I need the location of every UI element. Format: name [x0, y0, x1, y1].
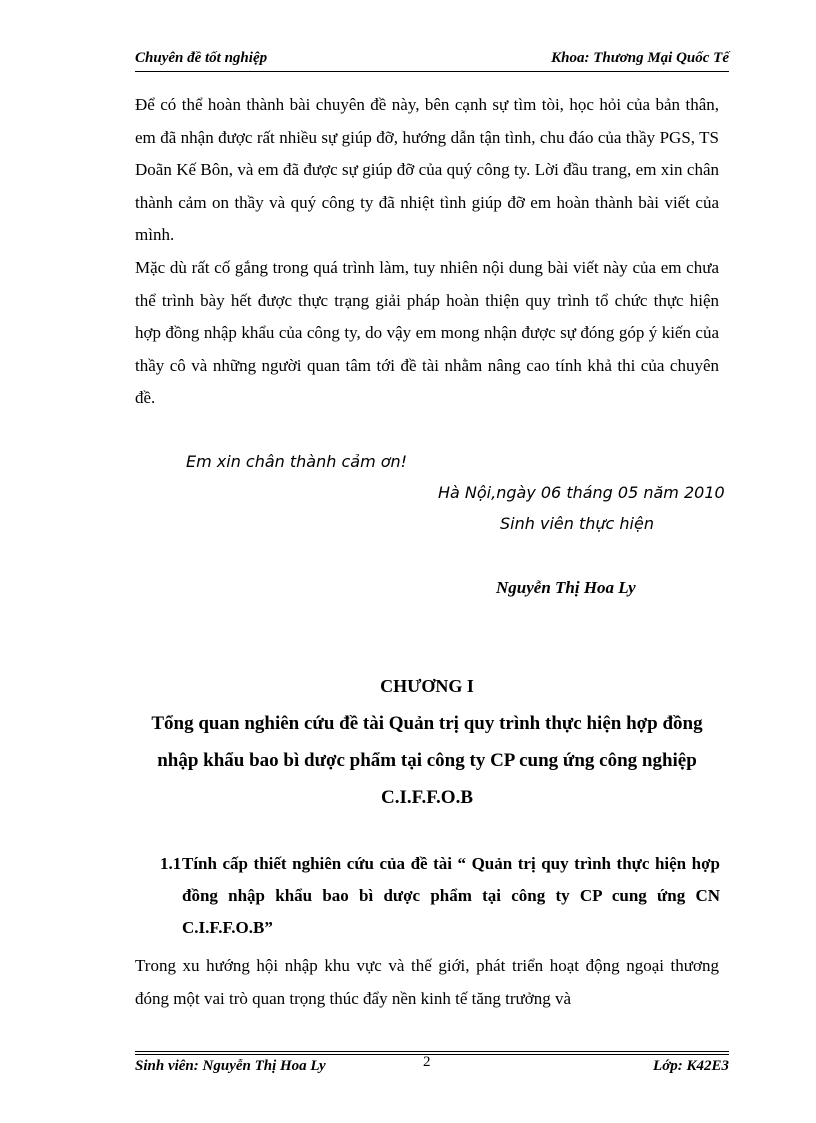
footer-rule-top [135, 1051, 729, 1052]
student-name: Nguyễn Thị Hoa Ly [496, 578, 636, 597]
chapter-title: Tổng quan nghiên cứu đề tài Quản trị quy trình thực hiện hợp đồng nhập khẩu bao bì dược phẩm tại công ty CP cung ứng công nghiệp C.I.F.F.O.B [151, 713, 703, 808]
paragraph-acknowledgement: Để có thể hoàn thành bài chuyên đề này, bên cạnh sự tìm tòi, học hỏi của bản thân, em đã nhận được rất nhiều sự giúp đỡ, hướng dẫn tận tình, chu đáo của thầy PGS, TS Doãn Kế Bôn, và em đã được sự giúp đỡ của quý công ty. Lời đầu trang, em xin chân thành cảm on thầy và quý công ty đã nhiệt tình giúp đỡ em hoàn thành bài viết của mình. [135, 95, 719, 245]
thanks-line: Em xin chân thành cảm ơn! [186, 452, 408, 471]
header-rule [135, 71, 729, 72]
chapter-heading: CHƯƠNG I [380, 676, 474, 696]
place-date: Hà Nội,ngày 06 tháng 05 năm 2010 [438, 483, 725, 502]
footer-rule-bottom [135, 1054, 729, 1055]
page-number: 2 [423, 1054, 431, 1070]
header-right: Khoa: Thương Mại Quốc Tế [551, 50, 729, 66]
page-header [135, 50, 729, 70]
section-heading [160, 848, 720, 944]
footer-right: Lớp: K42E3 [653, 1058, 729, 1074]
section-number: 1.1 [160, 854, 182, 873]
paragraph-intro: Trong xu hướng hội nhập khu vực và thế giới, phát triển hoạt động ngoại thương đóng một vai trò quan trọng thúc đẩy nền kinh tế tăng trưởng và [135, 956, 719, 1008]
paragraph-limitation: Mặc dù rất cố gắng trong quá trình làm, tuy nhiên nội dung bài viết này của em chưa thể trình bày hết được thực trạng giải pháp hoàn thiện quy trình tổ chức thực hiện hợp đồng nhập khẩu của công ty, do vậy em mong nhận được sự đóng góp ý kiến của thầy cô và những người quan tâm tới đề tài nhằm nâng cao tính khả thi của chuyên đề. [135, 258, 719, 408]
student-label: Sinh viên thực hiện [500, 514, 654, 533]
header-left: Chuyên đề tốt nghiệp [135, 50, 268, 66]
page-footer [135, 1054, 729, 1078]
section-title: Tính cấp thiết nghiên cứu của đề tài “ Quản trị quy trình thực hiện hợp đồng nhập khẩu bao bì dược phẩm tại công ty CP cung ứng CN C.I.F.F.O.B” [182, 854, 720, 937]
footer-left: Sinh viên: Nguyễn Thị Hoa Ly [135, 1058, 326, 1074]
